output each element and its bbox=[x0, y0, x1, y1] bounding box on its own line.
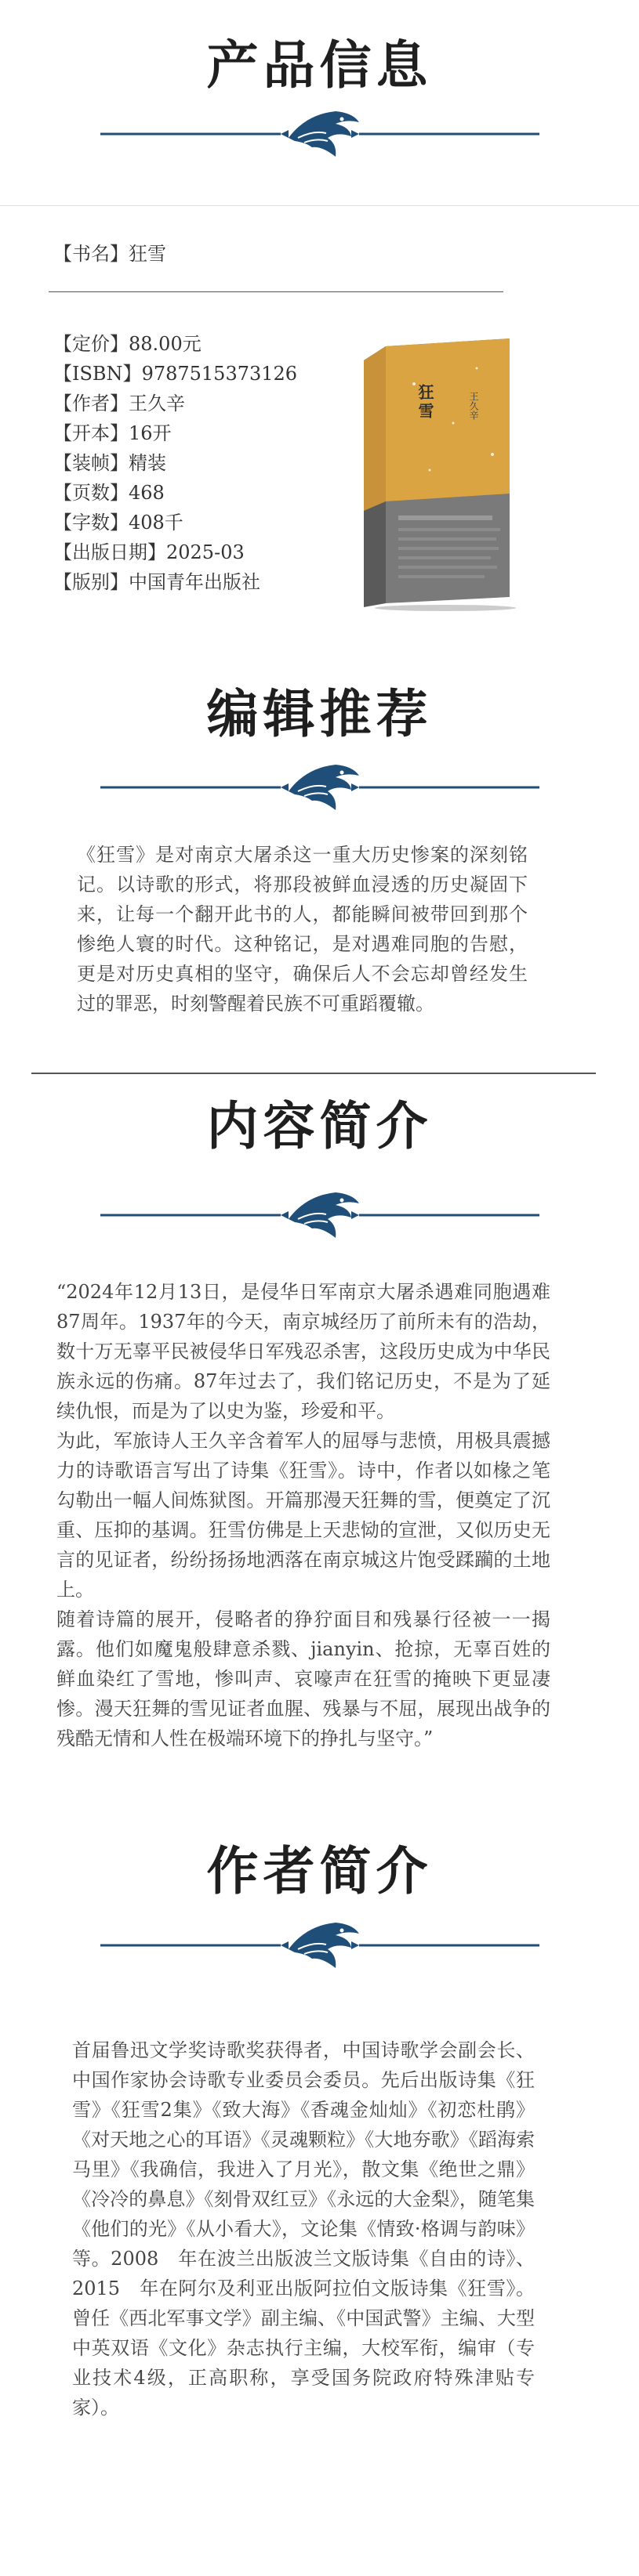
info-label: 【ISBN】 bbox=[53, 363, 142, 385]
info-row-publisher bbox=[53, 567, 260, 597]
book-title-value: 狂雪 bbox=[129, 243, 166, 265]
author-divider bbox=[0, 1918, 639, 1973]
product-info-title: 产品信息 bbox=[206, 34, 433, 96]
info-label: 【作者】 bbox=[53, 393, 129, 414]
book-title-label: 【书名】 bbox=[53, 243, 129, 265]
info-label: 【版别】 bbox=[53, 571, 129, 593]
info-value: 2025-03 bbox=[166, 541, 245, 563]
info-value: 16开 bbox=[129, 422, 172, 444]
info-label: 【定价】 bbox=[53, 333, 129, 355]
info-row-words bbox=[53, 508, 183, 537]
info-value: 9787515373126 bbox=[141, 363, 298, 385]
info-row-isbn bbox=[53, 359, 297, 389]
book-title-row bbox=[53, 239, 166, 269]
content-divider bbox=[0, 1188, 639, 1243]
editor-recommend-text bbox=[77, 840, 528, 1018]
book-cover-author: 王久辛 bbox=[468, 392, 479, 420]
eagle-emblem-icon bbox=[100, 1918, 539, 1973]
info-label: 【页数】 bbox=[53, 482, 129, 504]
product-info-header bbox=[0, 34, 639, 96]
info-value: 中国青年出版社 bbox=[129, 571, 260, 593]
info-row-pages bbox=[53, 478, 165, 508]
editor-recommend-header bbox=[0, 683, 639, 744]
content-paragraph: “2024年12月13日，是侵华日军南京大屠杀遇难同胞遇难87周年。1937年的今天，南京城经历了前所未有的浩劫，数十万无辜平民被侵华日军残忍杀害，这段历史成为中华民族永远的伤痛。87年过去了，我们铭记历史，不是为了延续仇恨，而是为了以史为鉴，珍爱和平。 bbox=[56, 1281, 550, 1422]
author-intro-title: 作者简介 bbox=[206, 1840, 433, 1901]
info-row-price bbox=[53, 329, 202, 359]
author-intro-text bbox=[72, 2035, 535, 2422]
info-label: 【字数】 bbox=[53, 512, 129, 534]
info-label: 【装帧】 bbox=[53, 452, 129, 474]
book-cover-title: 狂雪 bbox=[416, 384, 434, 421]
product-info-divider bbox=[0, 107, 639, 161]
author-intro-header bbox=[0, 1840, 639, 1901]
header-bottom-border bbox=[0, 205, 639, 206]
info-value: 王久辛 bbox=[129, 393, 185, 414]
info-row-pubdate bbox=[53, 537, 245, 567]
info-label: 【出版日期】 bbox=[53, 541, 166, 563]
info-label: 【开本】 bbox=[53, 422, 129, 444]
eagle-emblem-icon bbox=[100, 760, 539, 815]
eagle-emblem-icon bbox=[100, 1188, 539, 1243]
info-value: 88.00元 bbox=[129, 333, 202, 355]
author-intro-paragraph: 首届鲁迅文学奖诗歌奖获得者，中国诗歌学会副会长、中国作家协会诗歌专业委员会委员。先后出版诗集《狂雪》《狂雪2集》《致大海》《香魂金灿灿》《初恋杜鹃》《对天地之心的耳语》《灵魂颗粒》《大地夯歌》《蹈海索马里》《我确信，我进入了月光》，散文集《绝世之鼎》《冷冷的鼻息》《刻骨双红豆》《永远的大金梨》，随笔集《他们的光》《从小看大》，文论集《情致·格调与韵味》等。2008 年在波兰出版波兰文版诗集《自由的诗》、2015 年在阿尔及利亚出版阿拉伯文版诗集《狂雪》。曾任《西北军事文学》副主编、《中国武警》主编、大型中英双语《文化》杂志执行主编，大校军衔，编审（专业技术4级，正高职称，享受国务院政府特殊津贴专家）。 bbox=[72, 2039, 535, 2419]
info-value: 精装 bbox=[129, 452, 166, 474]
content-paragraph: 为此，军旅诗人王久辛含着军人的屈辱与悲愤，用极具震撼力的诗歌语言写出了诗集《狂雪》。诗中，作者以如椽之笔勾勒出一幅人间炼狱图。开篇那漫天狂舞的雪，便奠定了沉重、压抑的基调。狂雪仿佛是上天悲恸的宣泄，又似历史无言的见证者，纷纷扬扬地洒落在南京城这片饱受蹂躏的土地上。 bbox=[56, 1430, 550, 1601]
info-row-format bbox=[53, 418, 172, 448]
content-summary-text bbox=[56, 1277, 550, 1794]
info-value: 408千 bbox=[129, 512, 183, 534]
info-row-binding bbox=[53, 448, 166, 478]
title-underline bbox=[49, 291, 503, 292]
info-row-author bbox=[53, 389, 185, 418]
editor-bottom-rule bbox=[31, 1073, 596, 1074]
eagle-emblem-icon bbox=[100, 107, 539, 161]
book-cover-image bbox=[359, 337, 516, 611]
editor-recommend-paragraph: 《狂雪》是对南京大屠杀这一重大历史惨案的深刻铭记。以诗歌的形式，将那段被鲜血浸透的历史凝固下来，让每一个翻开此书的人，都能瞬间被带回到那个惨绝人寰的时代。这种铭记，是对遇难同胞的告慰，更是对历史真相的坚守，确保后人不会忘却曾经发生过的罪恶，时刻警醒着民族不可重蹈覆辙。 bbox=[77, 844, 528, 1015]
editor-recommend-title: 编辑推荐 bbox=[206, 683, 433, 744]
content-summary-title: 内容简介 bbox=[206, 1095, 433, 1156]
content-paragraph: 随着诗篇的展开，侵略者的狰狞面目和残暴行径被一一揭露。他们如魔鬼般肆意杀戮、jianyin、抢掠，无辜百姓的鲜血染红了雪地，惨叫声、哀嚎声在狂雪的掩映下更显凄惨。漫天狂舞的雪见证者血腥、残暴与不屈，展现出战争的残酷无情和人性在极端环境下的挣扎与坚守。” bbox=[56, 1608, 550, 1749]
info-value: 468 bbox=[129, 482, 165, 504]
editor-divider bbox=[0, 760, 639, 815]
content-summary-header bbox=[0, 1095, 639, 1156]
